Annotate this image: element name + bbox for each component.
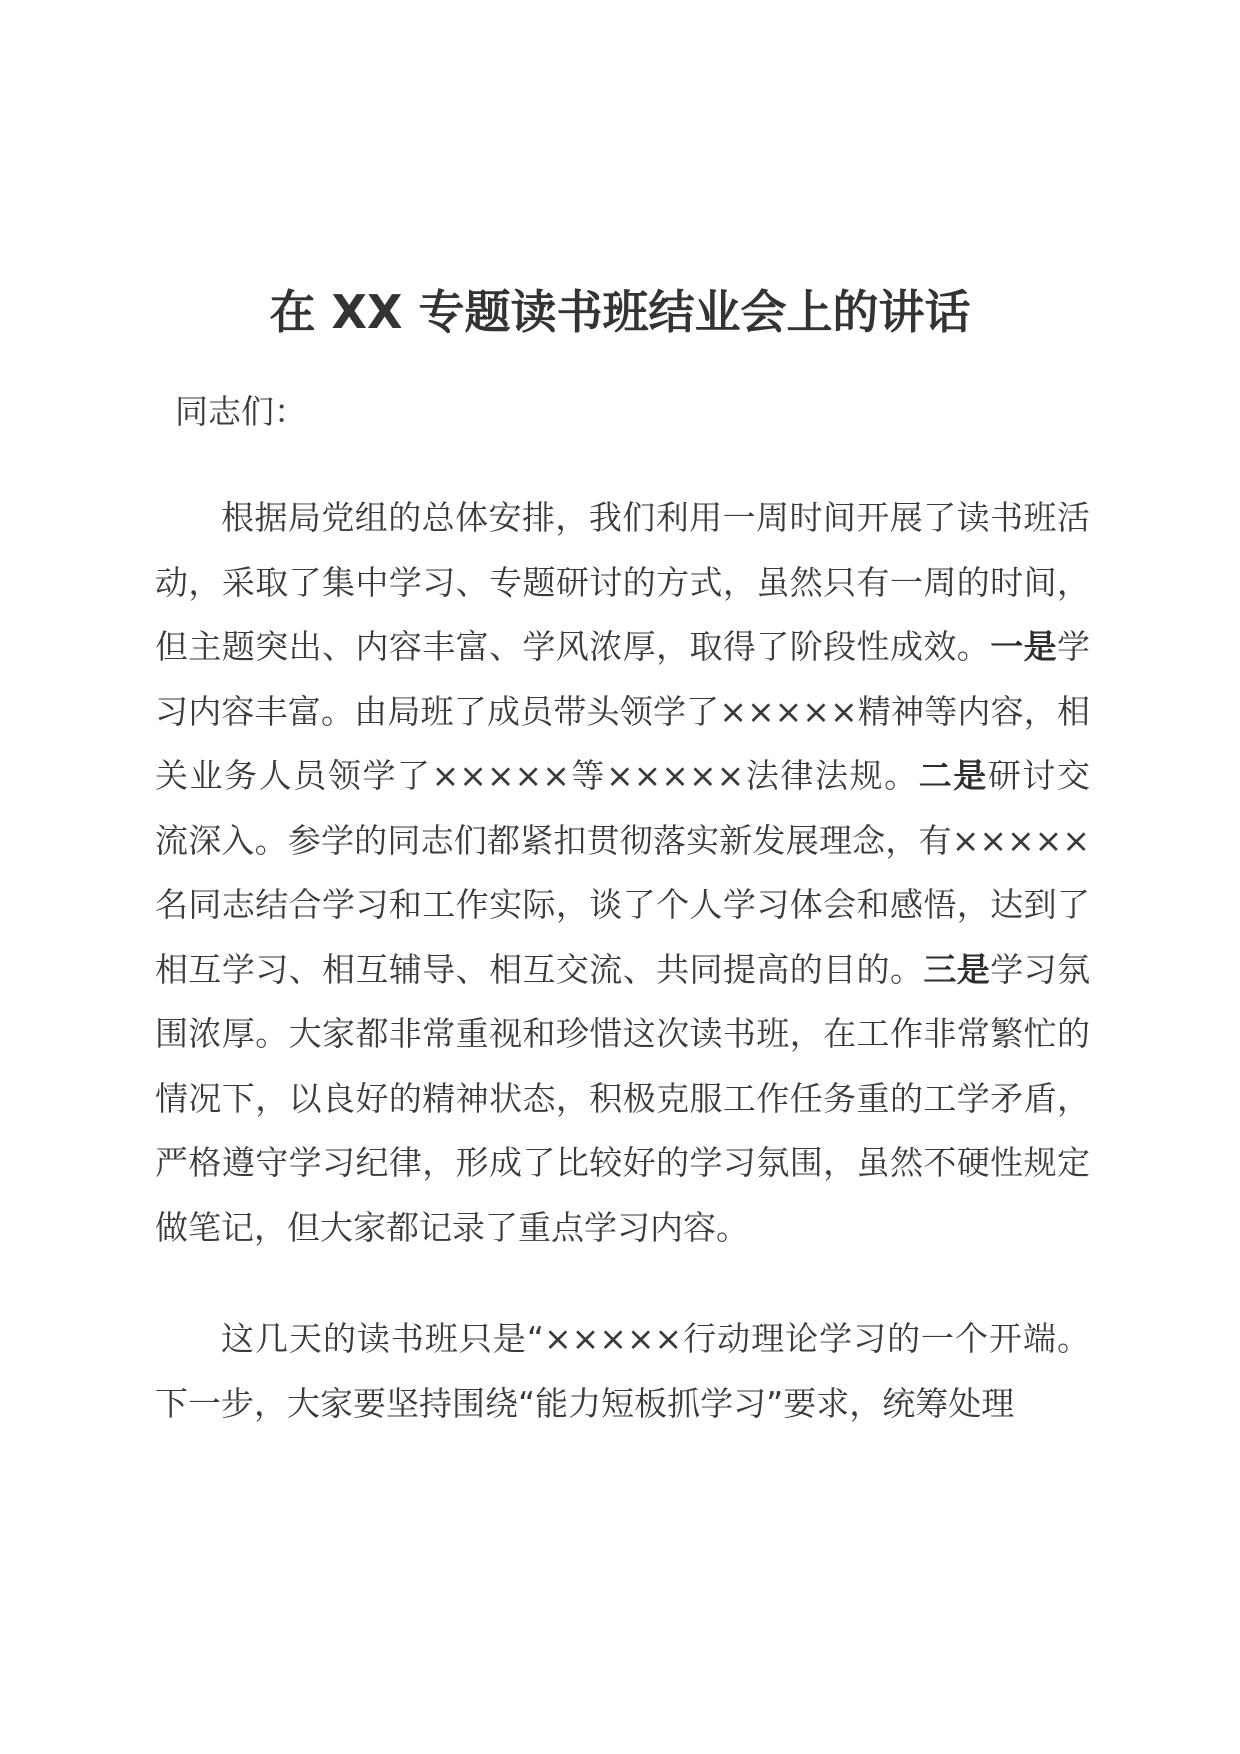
paragraph-1-segment: 研讨交流深入。参学的同志们都紧扣贯彻落实新发展理念，有×××××名同志结合学习和工作实际，谈了个人学习体会和感悟，达到了相互学习、相互辅导、相互交流、共同提高的目的。 (155, 756, 1091, 989)
paragraph-1-segment: 学习内容丰富。由局班了成员带头领学了×××××精神等内容，相关业务人员领学了×××××等×××××法律法规。 (155, 627, 1091, 795)
emphasis-first-point: 一是 (990, 627, 1058, 666)
document-title: 在 XX 专题读书班结业会上的讲话 (269, 285, 971, 339)
paragraph-1-segment: 学习氛围浓厚。大家都非常重视和珍惜这次读书班，在工作非常繁忙的情况下，以良好的精神状态，积极克服工作任务重的工学矛盾，严格遵守学习纪律，形成了比较好的学习氛围，虽然不硬性规定做笔记，但大家都记录了重点学习内容。 (155, 949, 1091, 1247)
body-paragraph-2 (155, 1307, 1090, 1436)
paragraph-2-segment: 这几天的读书班只是“×××××行动理论学习的一个开端。下一步，大家要坚持围绕“能力短板抓学习”要求，统筹处理 (155, 1319, 1090, 1423)
paragraph-1-segment: 根据局党组的总体安排，我们利用一周时间开展了读书班活动，采取了集中学习、专题研讨的方式，虽然只有一周的时间，但主题突出、内容丰富、学风浓厚，取得了阶段性成效。 (155, 498, 1090, 666)
salutation: 同志们： (175, 392, 307, 431)
body-paragraph-1 (155, 486, 1090, 1260)
emphasis-second-point: 二是 (918, 756, 988, 795)
emphasis-third-point: 三是 (923, 949, 991, 989)
